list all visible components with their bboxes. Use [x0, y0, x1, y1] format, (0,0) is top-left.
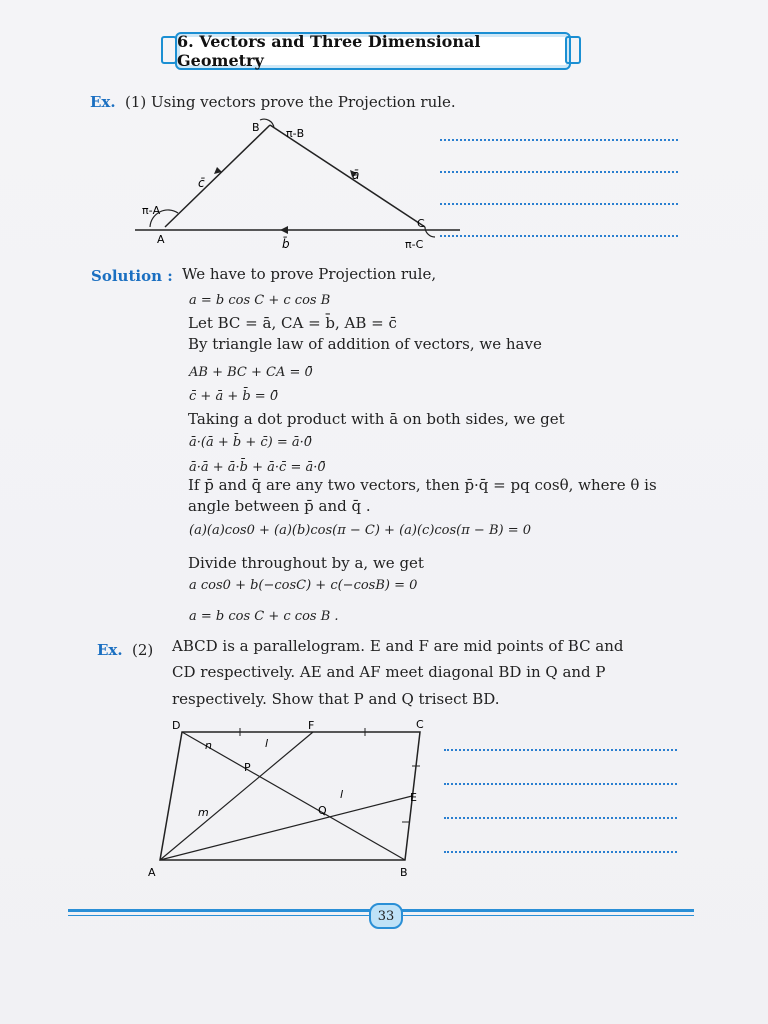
point-q: Q — [318, 804, 327, 817]
solution-line: a = b cos C + c cos B — [189, 293, 331, 308]
dotted-line — [444, 749, 677, 751]
page-number: 33 — [369, 903, 403, 929]
vertex-d: D — [172, 719, 181, 732]
header-ornament-right — [565, 36, 581, 64]
solution-line: c̄ + ā + b̄ = 0̄ — [189, 389, 279, 404]
parallelogram-diagram — [140, 712, 440, 882]
solution-line: If p̄ and q̄ are any two vectors, then p̄·q̄ = pq cosθ, where θ is — [188, 476, 657, 494]
solution-label: Solution : — [91, 267, 173, 285]
ex2-number: (2) — [132, 641, 154, 659]
label-pi-c: π-C — [405, 238, 424, 251]
diagonal-bd — [182, 732, 405, 860]
triangle-diagram — [130, 115, 470, 255]
label-a-vec: ā — [352, 168, 360, 182]
dotted-line — [444, 851, 677, 853]
point-f: F — [308, 719, 315, 732]
label-m: m — [198, 806, 209, 819]
side-bc — [270, 125, 425, 227]
solution-line: AB + BC + CA = 0̄ — [189, 365, 313, 380]
solution-line: Divide throughout by a, we get — [188, 554, 424, 572]
solution-line: a = b cos C + c cos B . — [189, 609, 339, 624]
vertex-a2: A — [148, 866, 156, 879]
dotted-line — [440, 203, 678, 205]
ex1-label: Ex. — [90, 93, 116, 111]
ex1-question: (1) Using vectors prove the Projection rule. — [125, 93, 456, 111]
chapter-title: 6. Vectors and Three Dimensional Geometry — [175, 32, 571, 70]
point-p: P — [244, 761, 251, 774]
solution-line: We have to prove Projection rule, — [182, 265, 437, 283]
label-l1: l — [265, 737, 269, 750]
label-pi-b: π-B — [286, 127, 305, 140]
vertex-b2: B — [400, 866, 408, 879]
ex2-label: Ex. — [97, 641, 123, 659]
ex2-line: respectively. Show that P and Q trisect BD. — [172, 690, 500, 708]
vertex-c: C — [417, 217, 425, 230]
arrow-b — [280, 226, 288, 234]
side-ab — [165, 125, 270, 227]
solution-line: By triangle law of addition of vectors, we have — [188, 335, 542, 353]
dotted-line — [440, 171, 678, 173]
vertex-c2: C — [416, 718, 424, 731]
solution-line: Let BC = ā, CA = b̄, AB = c̄ — [188, 314, 397, 332]
solution-line: angle between p̄ and q̄ . — [188, 497, 371, 515]
solution-line: (a)(a)cos0 + (a)(b)cos(π − C) + (a)(c)cos(π − B) = 0 — [189, 523, 532, 538]
vertex-a: A — [157, 233, 165, 246]
label-c-vec: c̄ — [198, 176, 205, 190]
solution-line: ā·ā + ā·b̄ + ā·c̄ = ā·0̄ — [189, 460, 326, 475]
solution-line: a cos0 + b(−cosC) + c(−cosB) = 0 — [189, 578, 418, 593]
angle-c-arc — [425, 227, 435, 237]
ex2-line: ABCD is a parallelogram. E and F are mid points of BC and — [172, 637, 624, 655]
label-pi-a: π-A — [142, 204, 161, 217]
point-e: E — [410, 791, 417, 804]
label-n: n — [205, 739, 212, 752]
vertex-b: B — [252, 121, 260, 134]
dotted-line — [444, 783, 677, 785]
label-b-vec: b̄ — [282, 237, 290, 251]
dotted-line — [440, 139, 678, 141]
dotted-line — [444, 817, 677, 819]
dotted-line — [440, 235, 678, 237]
solution-line: ā·(ā + b̄ + c̄) = ā·0̄ — [189, 435, 313, 450]
ex2-line: CD respectively. AE and AF meet diagonal BD in Q and P — [172, 663, 606, 681]
solution-line: Taking a dot product with ā on both sides, we get — [188, 410, 565, 428]
label-l2: l — [340, 788, 344, 801]
